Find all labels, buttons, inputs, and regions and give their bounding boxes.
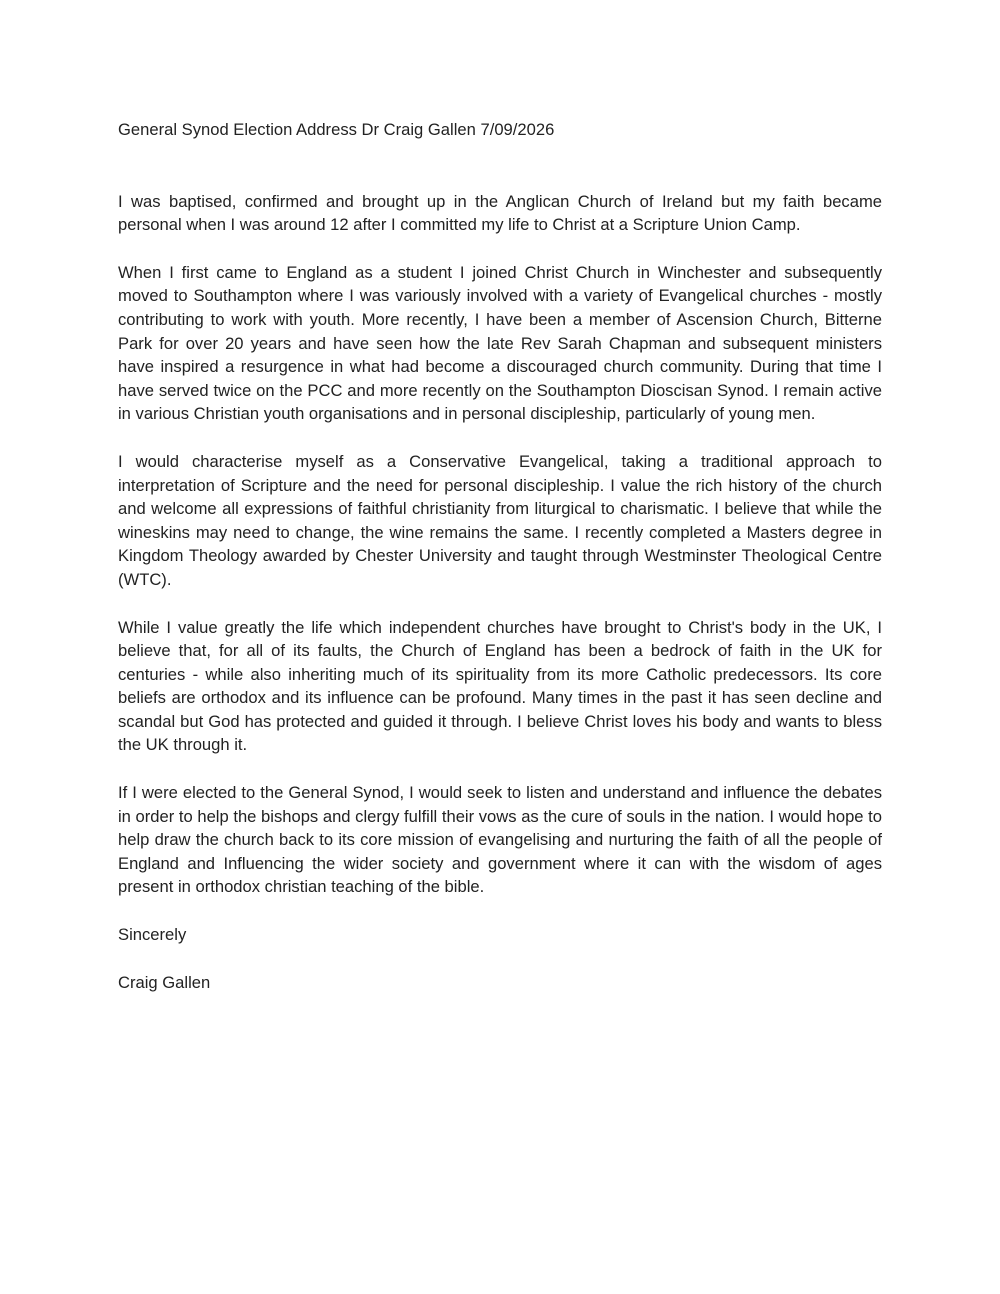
document-title: General Synod Election Address Dr Craig Gallen 7/09/2026 bbox=[118, 120, 555, 139]
signature-name: Craig Gallen bbox=[118, 972, 211, 992]
signoff: Sincerely bbox=[118, 925, 187, 945]
paragraph-upbringing: I was baptised, confirmed and brought up in the Anglican Church of Ireland but my faith became personal when I was around 12 after I committed my life to Christ at a Scripture Union Camp. bbox=[118, 191, 882, 235]
paragraph-church-history: When I first came to England as a student I joined Christ Church in Winchester and subsequently moved to Southampton where I was variously involved with a variety of Evangelical churches - mostly contributing to work with youth. More recently, I have been a member of Ascension Church, Bitterne Park for over 20 years and have seen how the late Rev Sarah Chapman and subsequent ministers have inspired a resurgence in what had become a discouraged church community. During that time I have served twice on the PCC and more recently on the Southampton Dioscisan Synod. I remain active in various Christian youth organisations and in personal discipleship, particularly of young men. bbox=[118, 262, 882, 424]
document-page bbox=[118, 118, 882, 994]
paragraph-synod-goals: If I were elected to the General Synod, I would seek to listen and understand and influence the debates in order to help the bishops and clergy fulfill their vows as the cure of souls in the nation. I would hope to help draw the church back to its core mission of evangelising and nurturing the faith of all the people of England and Influencing the wider society and government where it can with the wisdom of ages present in orthodox christian teaching of the bible. bbox=[118, 783, 882, 897]
paragraph-theology: I would characterise myself as a Conservative Evangelical, taking a traditional approach to interpretation of Scripture and the need for personal discipleship. I value the rich history of the church and welcome all expressions of faithful christianity from liturgical to charismatic. I believe that while the wineskins may need to change, the wine remains the same. I recently completed a Masters degree in Kingdom Theology awarded by Chester University and taught through Westminster Theological Centre (WTC). bbox=[118, 451, 882, 589]
paragraph-church-of-england: While I value greatly the life which independent churches have brought to Christ's body in the UK, I believe that, for all of its faults, the Church of England has been a bedrock of faith in the UK for centuries - while also inheriting much of its spirituality from its more Catholic predecessors. Its core beliefs are orthodox and its influence can be profound. Many times in the past it has seen decline and scandal but God has protected and guided it through. I believe Christ loves his body and wants to bless the UK through it. bbox=[118, 617, 882, 755]
